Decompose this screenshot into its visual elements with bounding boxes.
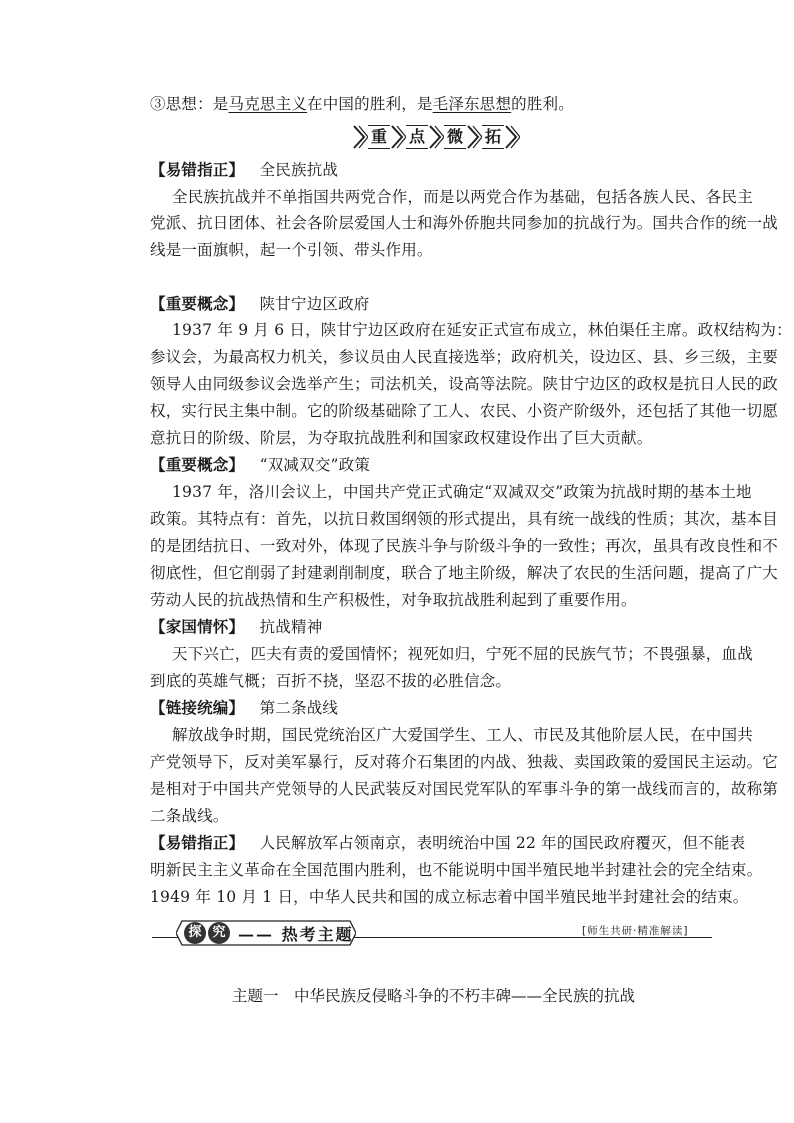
thought-suffix: 的胜利。	[511, 95, 574, 113]
block-title: 人民解放军占领南京，表明统治中国 22 年的国民政府覆灭，但不能表	[259, 834, 746, 852]
block-heading	[150, 294, 370, 314]
paragraph-line: 是相对于中国共产党领导的人民武装反对国民党军队的军事斗争的第一战线而言的，故称第	[150, 780, 779, 798]
block-heading	[150, 617, 322, 637]
paragraph-line: 产党领导下，反对美军暴行，反对蒋介石集团的内战、独裁、卖国政策的爱国民主运动。它	[150, 753, 779, 771]
paragraph-line: 1937 年 9 月 6 日，陕甘宁边区政府在延安正式宣布成立，林伯渠任主席。政权结构为：	[172, 321, 792, 339]
section-title: —— 热考主题	[238, 924, 354, 944]
paragraph-line: 1949 年 10 月 1 日，中华人民共和国的成立标志着中国半殖民地半封建社会的结束。	[150, 888, 749, 906]
paragraph-line: 领导人由同级参议会选举产生；司法机关，设高等法院。陕甘宁边区的政权是抗日人民的政	[150, 375, 779, 393]
paragraph-line: 二条战线。	[150, 807, 229, 825]
chevron-right-icon	[352, 124, 368, 150]
chevron-right-icon	[466, 124, 482, 150]
paragraph-line: 明新民主主义革命在全国范围内胜利，也不能说明中国半殖民地半封建社会的完全结束。	[150, 861, 763, 879]
paragraph-line: 1937 年，洛川会议上，中国共产党正式确定“双减双交”政策为抗战时期的基本土地	[172, 483, 752, 501]
explore-char-1: 探	[184, 922, 206, 944]
paragraph-line: 到底的英雄气概；百折不挠，坚忍不拔的必胜信念。	[150, 672, 512, 690]
chevron-right-icon	[504, 124, 520, 150]
block-tag: 【链接统编】	[150, 698, 245, 717]
paragraph-line: 的是团结抗日、一致对外，体现了民族斗争与阶级斗争的一致性；再次，虽具有改良性和不	[150, 537, 779, 555]
chevron-right-icon	[428, 124, 444, 150]
thought-line	[150, 94, 574, 114]
banner-char: 微	[444, 125, 466, 149]
paragraph-line: 解放战争时期，国民党统治区广大爱国学生、工人、市民及其他阶层人民，在中国共	[172, 726, 753, 744]
paragraph-line: 参议会，为最高权力机关，参议员由人民直接选举；政府机关，设边区、县、乡三级，主要	[150, 348, 779, 366]
block-title: 全民族抗战	[259, 161, 339, 179]
block-tag: 【易错指正】	[150, 833, 245, 852]
marxism-term: 马克思主义	[228, 95, 308, 113]
banner-char: 拓	[482, 125, 504, 149]
block-title: 抗战精神	[259, 618, 323, 636]
thought-middle: 在中国的胜利，是	[307, 95, 433, 113]
paragraph-line: 党派、抗日团体、社会各阶层爱国人士和海外侨胞共同参加的抗战行为。国共合作的统一战	[150, 214, 779, 232]
section-header	[176, 920, 356, 946]
block-heading	[150, 698, 338, 718]
thought-prefix: ③思想：是	[150, 95, 229, 113]
paragraph-line: 政策。其特点有：首先，以抗日救国纲领的形式提出，具有统一战线的性质；其次，基本目	[150, 510, 779, 528]
block-heading	[150, 833, 745, 853]
banner-char: 重	[368, 125, 390, 149]
block-tag: 【家国情怀】	[150, 617, 245, 636]
paragraph-line: 权，实行民主集中制。它的阶级基础除了工人、农民、小资产阶级外，还包括了其他一切愿	[150, 402, 779, 420]
block-title: 第二条战线	[259, 699, 339, 717]
chevron-right-icon	[390, 124, 406, 150]
key-points-banner	[352, 124, 520, 150]
block-tag: 【重要概念】	[150, 455, 245, 474]
paragraph-line: 意抗日的阶级、阶层，为夺取抗战胜利和国家政权建设作出了巨大贡献。	[150, 429, 653, 447]
section-subtitle: [师生共研·精准解读]	[582, 925, 689, 937]
block-title: 陕甘宁边区政府	[259, 295, 370, 313]
paragraph-line: 天下兴亡，匹夫有责的爱国情怀；视死如归，宁死不屈的民族气节；不畏强暴，血战	[172, 645, 753, 663]
block-tag: 【重要概念】	[150, 294, 245, 313]
block-title: “双减双交”政策	[259, 456, 371, 474]
banner-char: 点	[406, 125, 428, 149]
paragraph-line: 劳动人民的抗战热情和生产积极性，对争取抗战胜利起到了重要作用。	[150, 591, 637, 609]
block-heading	[150, 160, 338, 180]
paragraph-line: 彻底性，但它削弱了封建剥削制度，联合了地主阶级，解决了农民的生活问题，提高了广大	[150, 564, 779, 582]
paragraph-line: 线是一面旗帜，起一个引领、带头作用。	[150, 241, 433, 259]
topic-title: 主题一 中华民族反侵略斗争的不朽丰碑——全民族的抗战	[232, 987, 636, 1005]
block-heading	[150, 455, 370, 475]
block-tag: 【易错指正】	[150, 160, 245, 179]
paragraph-line: 全民族抗战并不单指国共两党合作，而是以两党合作为基础，包括各族人民、各民主	[172, 188, 753, 206]
explore-char-2: 究	[208, 922, 230, 944]
mao-thought-term: 毛泽东思想	[432, 95, 512, 113]
